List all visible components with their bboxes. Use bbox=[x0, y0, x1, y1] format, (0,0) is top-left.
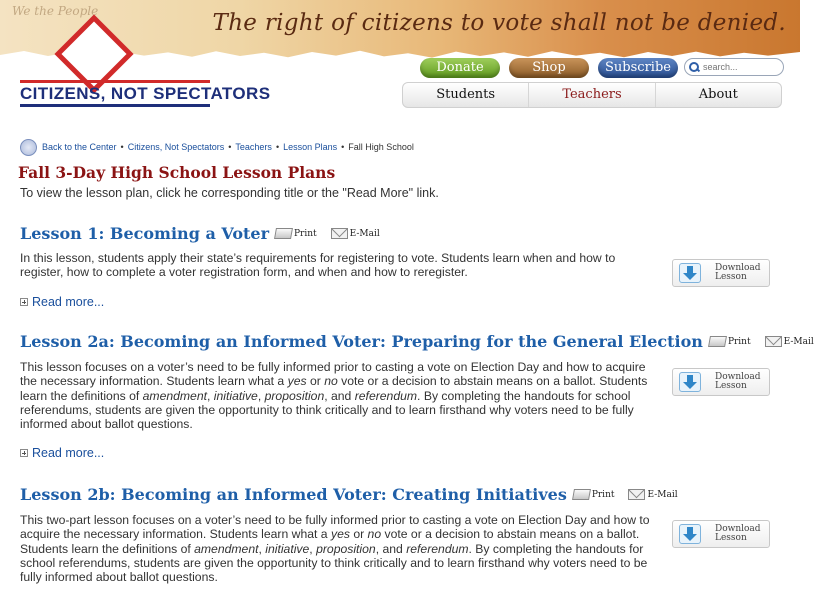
email-label: E-Mail bbox=[647, 489, 678, 500]
print-icon bbox=[572, 489, 591, 500]
main-nav bbox=[402, 82, 782, 108]
lesson-2a-description: This lesson focuses on a voter’s need to be fully informed prior to casting a vote on Election Day and how to acquire the necessary information. Students learn what a yes or no vote or a decision to abstain means on a ballot. Students learn the definitions of amendment, initiative, proposition, and referendum. By completing the handouts for school referendums, students are given the opportunity to think critically and to learn firsthand why voters need to be fully informed about ballot questions. bbox=[20, 360, 648, 432]
download-label: Download Lesson bbox=[715, 263, 761, 282]
email-icon bbox=[628, 489, 645, 500]
breadcrumb-lesson-plans[interactable]: Lesson Plans bbox=[283, 142, 338, 152]
email-icon bbox=[331, 228, 348, 239]
lesson-1-title-link[interactable]: Lesson 1: Becoming a Voter bbox=[20, 224, 269, 243]
breadcrumb-back-to-center[interactable]: Back to the Center bbox=[42, 142, 117, 152]
read-more-label: Read more... bbox=[32, 446, 105, 460]
breadcrumb-citizens-not-spectators[interactable]: Citizens, Not Spectators bbox=[127, 142, 225, 152]
center-seal-icon bbox=[20, 139, 37, 156]
lesson-2b-description: This two-part lesson focuses on a voter’s need to be fully informed prior to casting a vote on Election Day and how to acquire the necessary information. Students learn what a yes or no vote or a decision to abstain means on a ballot. Students learn the definitions of amendment, initiative, proposition, and referendum. By completing the handouts for school referendums, students are given the opportunity to think critically and to learn firsthand why voters need to be fully informed about ballot questions. bbox=[20, 513, 650, 585]
lesson-2a-print[interactable] bbox=[709, 336, 751, 347]
logo-red-rule bbox=[20, 80, 210, 83]
lesson-1-description: In this lesson, students apply their state’s requirements for registering to vote. Students learn when and how to register, how to complete a voter registration form, and when and how to reregister. bbox=[20, 251, 616, 280]
lesson-2b-print[interactable] bbox=[573, 489, 615, 500]
subscribe-button[interactable]: Subscribe bbox=[598, 58, 678, 78]
print-label: Print bbox=[294, 228, 317, 239]
download-label: Download Lesson bbox=[715, 524, 761, 543]
logo-blue-rule bbox=[20, 104, 210, 107]
download-arrow-icon bbox=[679, 524, 701, 544]
search-icon[interactable] bbox=[689, 62, 700, 73]
email-label: E-Mail bbox=[783, 336, 814, 347]
breadcrumb-separator: • bbox=[228, 142, 232, 152]
email-label: E-Mail bbox=[349, 228, 380, 239]
lesson-1-read-more[interactable] bbox=[20, 295, 104, 309]
site-logo[interactable] bbox=[18, 20, 271, 110]
breadcrumb-separator: • bbox=[275, 142, 280, 152]
email-icon bbox=[765, 336, 782, 347]
search-box bbox=[684, 58, 784, 76]
print-icon bbox=[708, 336, 727, 347]
breadcrumb-separator: • bbox=[120, 142, 124, 152]
lesson-2a-title-link[interactable]: Lesson 2a: Becoming an Informed Voter: Preparing for the General Election bbox=[20, 332, 703, 351]
tab-teachers[interactable]: Teachers bbox=[528, 83, 654, 107]
lesson-1-download-button[interactable] bbox=[672, 259, 770, 287]
expand-plus-icon bbox=[20, 298, 28, 306]
lesson-2a-email[interactable] bbox=[765, 336, 814, 347]
banner-quote: The right of citizens to vote shall not be denied. bbox=[212, 10, 786, 36]
search-input[interactable] bbox=[703, 62, 779, 72]
download-arrow-icon bbox=[679, 372, 701, 392]
lesson-1-header bbox=[20, 224, 380, 243]
lesson-1-print[interactable] bbox=[275, 228, 317, 239]
lesson-2a-download-button[interactable] bbox=[672, 368, 770, 396]
download-label: Download Lesson bbox=[715, 372, 761, 391]
lesson-2b-header bbox=[20, 485, 678, 504]
lesson-2b-title-link[interactable]: Lesson 2b: Becoming an Informed Voter: Creating Initiatives bbox=[20, 485, 567, 504]
page-intro: To view the lesson plan, click he corresponding title or the "Read More" link. bbox=[20, 186, 439, 200]
page-title: Fall 3-Day High School Lesson Plans bbox=[18, 163, 336, 182]
shop-button[interactable]: Shop bbox=[509, 58, 589, 78]
download-arrow-icon bbox=[679, 263, 701, 283]
print-icon bbox=[274, 228, 293, 239]
lesson-2b-download-button[interactable] bbox=[672, 520, 770, 548]
breadcrumb bbox=[20, 138, 414, 156]
print-label: Print bbox=[727, 336, 751, 347]
lesson-2b-email[interactable] bbox=[628, 489, 677, 500]
logo-text: CITIZENS, NOT SPECTATORS bbox=[20, 84, 271, 103]
donate-button[interactable]: Donate bbox=[420, 58, 500, 78]
lesson-1-email[interactable] bbox=[331, 228, 380, 239]
tab-students[interactable]: Students bbox=[436, 87, 496, 102]
we-the-people-text: We the People bbox=[12, 4, 99, 18]
breadcrumb-current: Fall High School bbox=[348, 142, 414, 152]
lesson-2a-header bbox=[20, 332, 814, 351]
breadcrumb-separator: • bbox=[341, 142, 345, 152]
print-label: Print bbox=[591, 489, 615, 500]
breadcrumb-teachers[interactable]: Teachers bbox=[235, 142, 272, 152]
lesson-2a-read-more[interactable] bbox=[20, 446, 104, 460]
expand-plus-icon bbox=[20, 449, 28, 457]
tab-about[interactable]: About bbox=[655, 83, 781, 107]
read-more-label: Read more... bbox=[32, 295, 105, 309]
